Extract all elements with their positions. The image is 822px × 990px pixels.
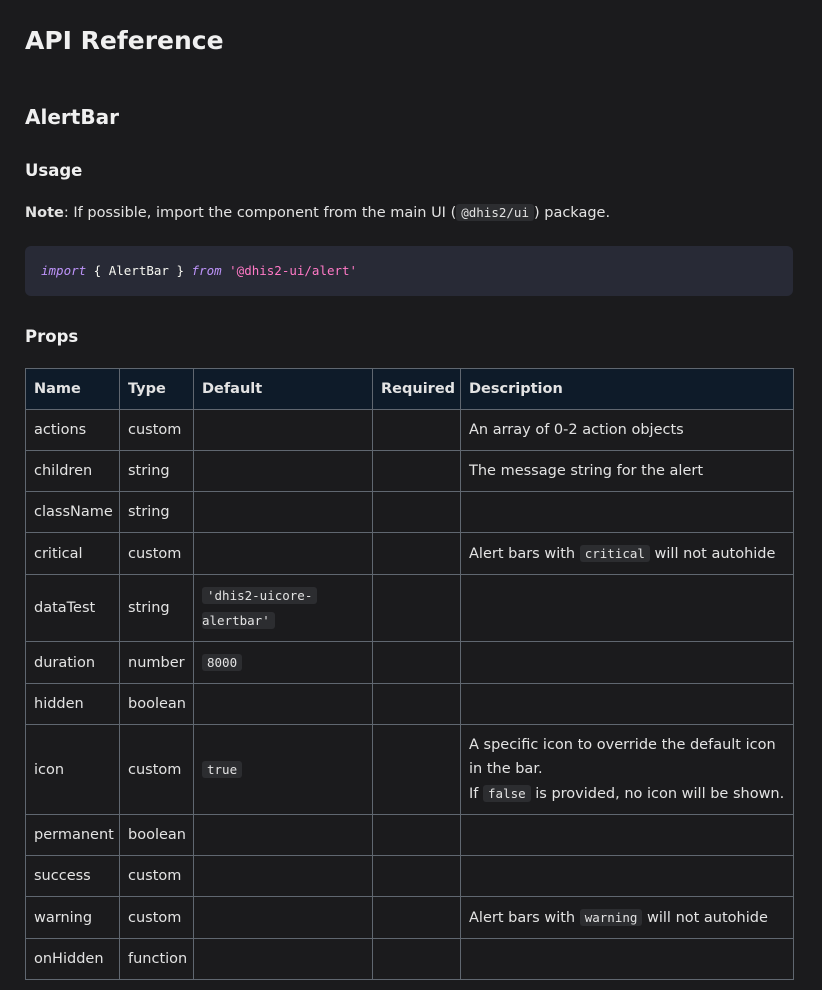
code-block: [25, 246, 793, 296]
note-text: ) package.: [533, 205, 611, 221]
prop-name: className: [26, 492, 120, 533]
desc-text: If: [469, 786, 483, 802]
default-code: 8000: [202, 654, 242, 671]
prop-default: [194, 492, 373, 533]
prop-required: [373, 451, 461, 492]
prop-name: permanent: [26, 815, 120, 856]
prop-type: custom: [120, 533, 194, 575]
prop-default: [194, 642, 373, 684]
prop-type: string: [120, 575, 194, 642]
prop-name: hidden: [26, 684, 120, 725]
prop-name: children: [26, 451, 120, 492]
prop-required: [373, 410, 461, 451]
props-heading: Props: [25, 327, 79, 346]
prop-type: custom: [120, 856, 194, 897]
prop-default: [194, 684, 373, 725]
prop-description: An array of 0-2 action objects: [461, 410, 794, 451]
prop-default: [194, 575, 373, 642]
prop-type: custom: [120, 897, 194, 939]
prop-required: [373, 642, 461, 684]
prop-required: [373, 492, 461, 533]
table-row: [26, 856, 794, 897]
prop-description: [461, 939, 794, 980]
prop-description: [461, 533, 794, 575]
prop-type: function: [120, 939, 194, 980]
desc-text: Alert bars with: [469, 546, 580, 562]
prop-name: onHidden: [26, 939, 120, 980]
prop-description: [461, 815, 794, 856]
default-code: alertbar': [202, 612, 275, 629]
usage-note: [25, 201, 793, 225]
column-header: Description: [461, 369, 794, 410]
table-row: [26, 684, 794, 725]
table-row: [26, 815, 794, 856]
desc-code: false: [483, 785, 531, 802]
prop-description: [461, 684, 794, 725]
note-label: Note: [25, 205, 64, 221]
desc-text: is provided, no icon will be shown.: [530, 786, 785, 802]
code-string: '@dhis2-ui/alert': [221, 263, 358, 278]
desc-code: warning: [580, 909, 643, 926]
prop-default: [194, 725, 373, 815]
column-header: Required: [373, 369, 461, 410]
column-header: Type: [120, 369, 194, 410]
prop-description: [461, 897, 794, 939]
prop-description: [461, 642, 794, 684]
prop-required: [373, 856, 461, 897]
table-row: [26, 897, 794, 939]
desc-text: A specific icon to override the default icon in the bar.: [469, 737, 776, 777]
table-header-row: [26, 369, 794, 410]
default-code: 'dhis2-uicore-: [202, 587, 317, 604]
default-code: true: [202, 761, 242, 778]
props-table: [25, 368, 794, 980]
prop-name: warning: [26, 897, 120, 939]
prop-name: dataTest: [26, 575, 120, 642]
table-row: [26, 451, 794, 492]
prop-required: [373, 684, 461, 725]
table-row: [26, 642, 794, 684]
prop-default: [194, 897, 373, 939]
prop-type: custom: [120, 410, 194, 451]
prop-description: [461, 725, 794, 815]
column-header: Name: [26, 369, 120, 410]
prop-required: [373, 939, 461, 980]
prop-type: string: [120, 451, 194, 492]
table-row: [26, 492, 794, 533]
prop-type: boolean: [120, 815, 194, 856]
prop-name: icon: [26, 725, 120, 815]
inline-code: @dhis2/ui: [456, 204, 534, 221]
component-heading: AlertBar: [25, 105, 119, 129]
table-row: [26, 725, 794, 815]
desc-text: will not autohide: [642, 910, 768, 926]
prop-default: [194, 815, 373, 856]
code-text: { AlertBar }: [86, 263, 192, 278]
prop-type: custom: [120, 725, 194, 815]
desc-text: will not autohide: [649, 546, 776, 562]
note-text: : If possible, import the component from the main UI (: [63, 205, 457, 221]
prop-required: [373, 533, 461, 575]
prop-description: [461, 575, 794, 642]
prop-description: [461, 856, 794, 897]
prop-default: [194, 939, 373, 980]
prop-default: [194, 856, 373, 897]
table-row: [26, 410, 794, 451]
desc-code: critical: [580, 545, 650, 562]
prop-default: [194, 533, 373, 575]
column-header: Default: [194, 369, 373, 410]
prop-type: string: [120, 492, 194, 533]
prop-name: critical: [26, 533, 120, 575]
prop-default: [194, 410, 373, 451]
prop-required: [373, 897, 461, 939]
prop-required: [373, 815, 461, 856]
page-title: API Reference: [25, 26, 224, 55]
code-keyword: import: [41, 263, 87, 278]
prop-required: [373, 575, 461, 642]
prop-name: actions: [26, 410, 120, 451]
prop-description: [461, 492, 794, 533]
usage-heading: Usage: [25, 161, 83, 180]
table-row: [26, 533, 794, 575]
code-keyword: from: [191, 263, 222, 278]
prop-description: The message string for the alert: [461, 451, 794, 492]
table-row: [26, 575, 794, 642]
prop-name: duration: [26, 642, 120, 684]
prop-default: [194, 451, 373, 492]
prop-name: success: [26, 856, 120, 897]
prop-type: boolean: [120, 684, 194, 725]
prop-required: [373, 725, 461, 815]
desc-text: Alert bars with: [469, 910, 580, 926]
table-row: [26, 939, 794, 980]
prop-type: number: [120, 642, 194, 684]
